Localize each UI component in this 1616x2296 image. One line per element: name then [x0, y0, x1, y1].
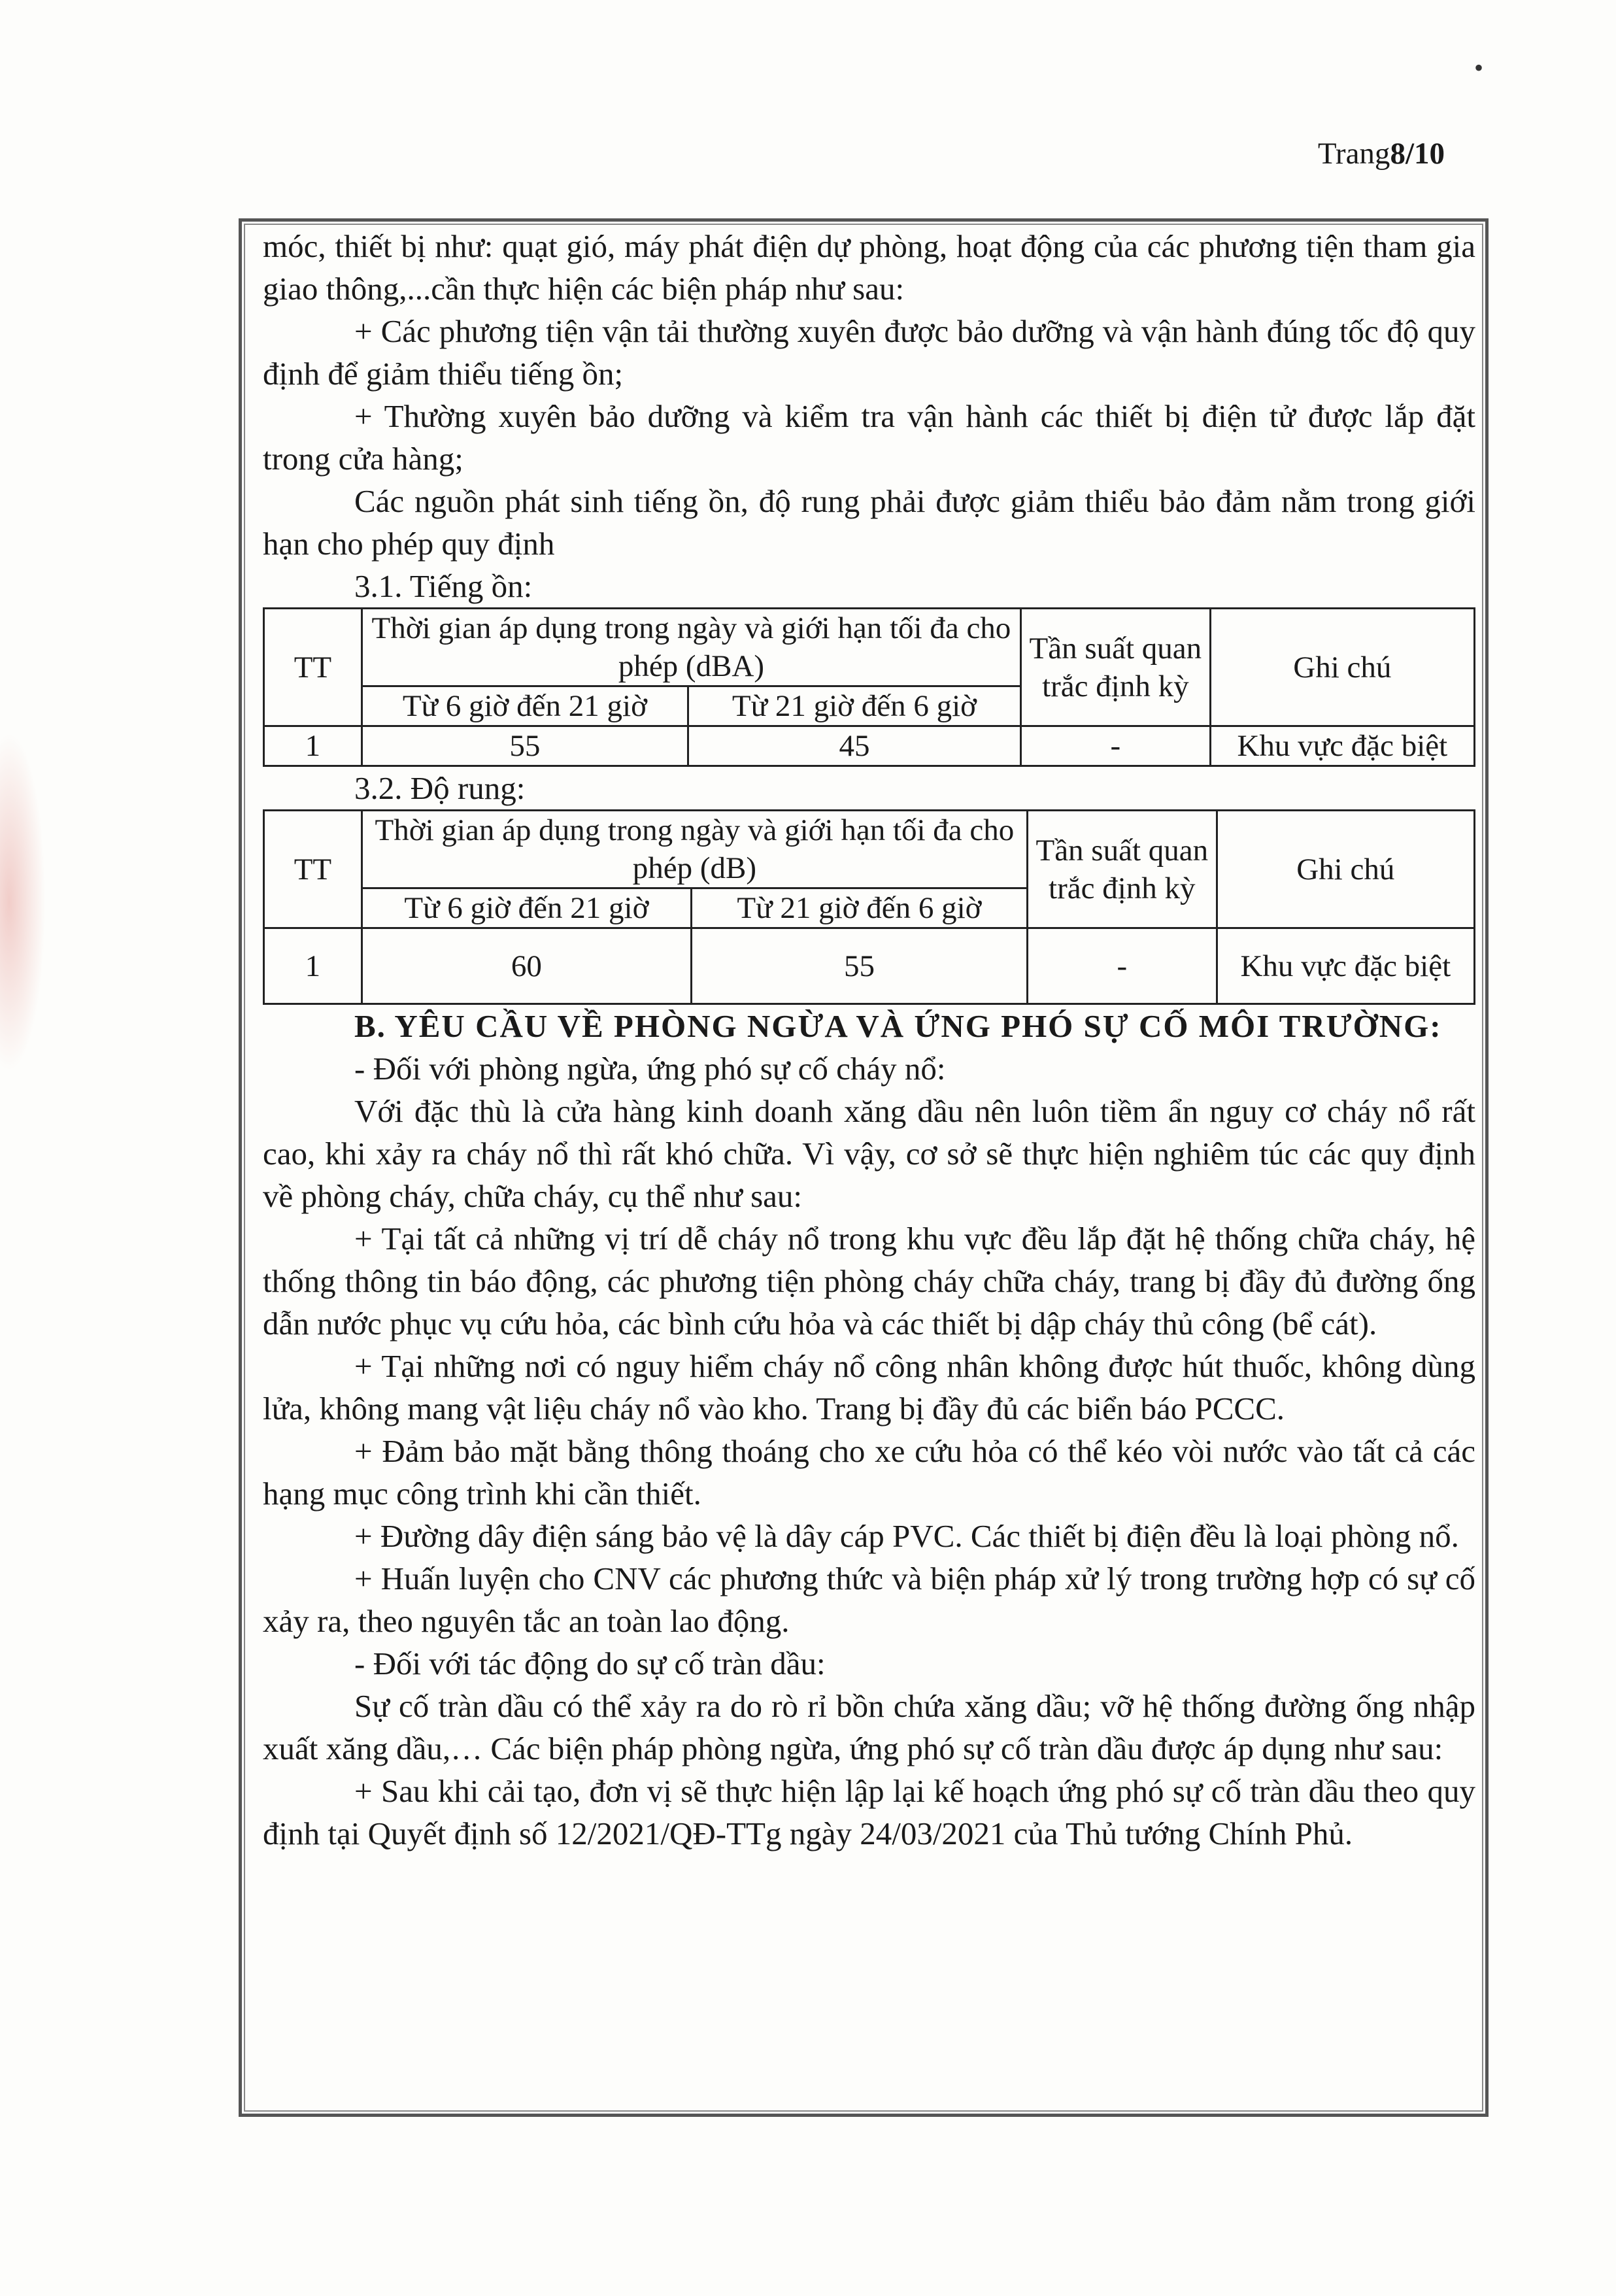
vibration-header-frequency: Tần suất quan trắc định kỳ	[1028, 811, 1217, 928]
noise-section-label: 3.1. Tiếng ồn:	[354, 568, 533, 604]
scan-speck: •	[1474, 53, 1484, 82]
oil-bullet: + Sau khi cải tạo, đơn vị sẽ thực hiện lập lại kế hoạch ứng phó sự cố tràn dầu theo quy định tại Quyết định số 12/2021/QĐ-TTg ngày 24/03/2021 của Thủ tướng Chính Phủ.	[263, 1773, 1475, 1851]
vibration-row-night: 55	[691, 928, 1027, 1004]
noise-table	[263, 607, 1475, 767]
fire-bullet: + Đảm bảo mặt bằng thông thoáng cho xe cứu hỏa có thể kéo vòi nước vào tất cả các hạng mục công trình khi cần thiết.	[263, 1433, 1475, 1511]
vibration-row-day: 60	[362, 928, 691, 1004]
vibration-row-frequency: -	[1028, 928, 1217, 1004]
scan-stain	[0, 732, 46, 1072]
document-body	[263, 225, 1475, 1855]
fire-bullet: + Tại những nơi có nguy hiểm cháy nổ công nhân không được hút thuốc, không dùng lửa, không mang vật liệu cháy nổ vào kho. Trang bị đầy đủ các biển báo PCCC.	[263, 1348, 1475, 1427]
noise-header-time: Thời gian áp dụng trong ngày và giới hạn tối đa cho phép (dBA)	[362, 609, 1020, 686]
intro-paragraph: Các nguồn phát sinh tiếng ồn, độ rung phải được giảm thiểu bảo đảm nằm trong giới hạn cho phép quy định	[263, 483, 1475, 562]
noise-row-day: 55	[362, 726, 688, 766]
vibration-header-day: Từ 6 giờ đến 21 giờ	[362, 888, 691, 928]
vibration-row-note: Khu vực đặc biệt	[1217, 928, 1474, 1004]
intro-paragraph: móc, thiết bị như: quạt gió, máy phát điện dự phòng, hoạt động của các phương tiện tham gia giao thông,...cần thực hiện các biện pháp như sau:	[263, 228, 1475, 307]
table-row	[264, 726, 1475, 766]
intro-bullet: + Thường xuyên bảo dưỡng và kiểm tra vận hành các thiết bị điện tử được lắp đặt trong cửa hàng;	[263, 398, 1475, 477]
vibration-header-note: Ghi chú	[1217, 811, 1474, 928]
vibration-header-night: Từ 21 giờ đến 6 giờ	[691, 888, 1027, 928]
section-b-heading: B. YÊU CẦU VỀ PHÒNG NGỪA VÀ ỨNG PHÓ SỰ CỐ MÔI TRƯỜNG:	[354, 1008, 1442, 1044]
fire-subheading: - Đối với phòng ngừa, ứng phó sự cố cháy nổ:	[354, 1051, 946, 1087]
fire-bullet: + Huấn luyện cho CNV các phương thức và biện pháp xử lý trong trường hợp có sự cố xảy ra, theo nguyên tắc an toàn lao động.	[263, 1561, 1475, 1639]
vibration-section-label: 3.2. Độ rung:	[354, 770, 526, 806]
vibration-table	[263, 809, 1475, 1005]
page-number: Trang8/10	[1317, 137, 1445, 171]
oil-intro: Sự cố tràn dầu có thể xảy ra do rò rỉ bồn chứa xăng dầu; vỡ hệ thống đường ống nhập xuất xăng dầu,… Các biện pháp phòng ngừa, ứng phó sự cố tràn dầu được áp dụng như sau:	[263, 1688, 1475, 1766]
noise-row-frequency: -	[1021, 726, 1211, 766]
noise-header-frequency: Tần suất quan trắc định kỳ	[1021, 609, 1211, 726]
noise-row-note: Khu vực đặc biệt	[1210, 726, 1474, 766]
fire-bullet: + Tại tất cả những vị trí dễ cháy nổ trong khu vực đều lắp đặt hệ thống chữa cháy, hệ thống thông tin báo động, các phương tiện phòng cháy chữa cháy, trang bị đầy đủ đường ống dẫn nước phục vụ cứu hỏa, các bình cứu hỏa và các thiết bị dập cháy thủ công (bể cát).	[263, 1221, 1475, 1342]
vibration-header-tt: TT	[264, 811, 362, 928]
intro-bullet: + Các phương tiện vận tải thường xuyên được bảo dưỡng và vận hành đúng tốc độ quy định để giảm thiểu tiếng ồn;	[263, 313, 1475, 392]
noise-header-day: Từ 6 giờ đến 21 giờ	[362, 686, 688, 726]
noise-header-note: Ghi chú	[1210, 609, 1474, 726]
noise-header-tt: TT	[264, 609, 362, 726]
noise-header-night: Từ 21 giờ đến 6 giờ	[688, 686, 1020, 726]
noise-row-night: 45	[688, 726, 1020, 766]
fire-intro: Với đặc thù là cửa hàng kinh doanh xăng dầu nên luôn tiềm ẩn nguy cơ cháy nổ rất cao, khi xảy ra cháy nổ thì rất khó chữa. Vì vậy, cơ sở sẽ thực hiện nghiêm túc các quy định về phòng cháy, chữa cháy, cụ thể như sau:	[263, 1093, 1475, 1214]
noise-row-tt: 1	[264, 726, 362, 766]
table-row	[264, 928, 1475, 1004]
fire-bullet: + Đường dây điện sáng bảo vệ là dây cáp PVC. Các thiết bị điện đều là loại phòng nổ.	[354, 1518, 1459, 1554]
oil-subheading: - Đối với tác động do sự cố tràn dầu:	[354, 1646, 826, 1681]
vibration-row-tt: 1	[264, 928, 362, 1004]
vibration-header-time: Thời gian áp dụng trong ngày và giới hạn tối đa cho phép (dB)	[362, 811, 1027, 888]
